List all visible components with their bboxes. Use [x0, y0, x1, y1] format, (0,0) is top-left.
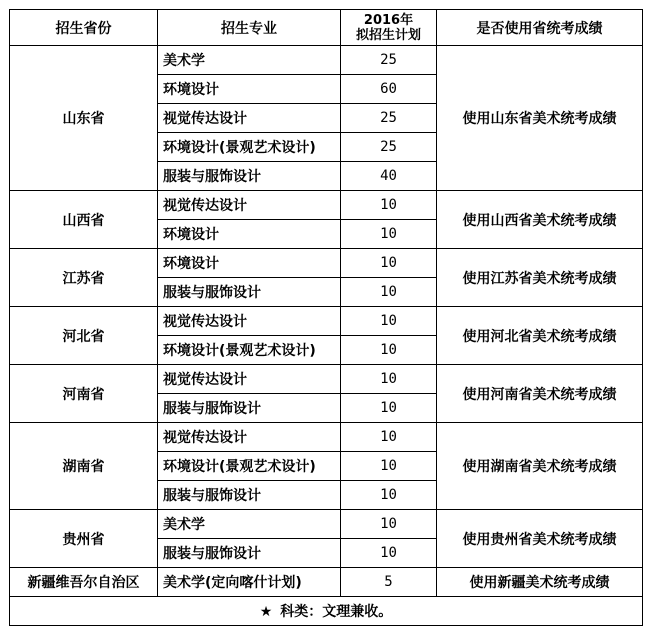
- province-cell: 江苏省: [10, 249, 158, 307]
- footer-row: [10, 597, 643, 626]
- table-row: [10, 191, 643, 220]
- major-cell: 服装与服饰设计: [158, 394, 341, 423]
- footer-text: 科类：文理兼收。: [280, 604, 393, 620]
- score-policy-cell: 使用河北省美术统考成绩: [437, 307, 643, 365]
- score-policy-cell: 使用新疆美术统考成绩: [437, 568, 643, 597]
- score-policy-cell: 使用贵州省美术统考成绩: [437, 510, 643, 568]
- plan-count-cell: 10: [341, 220, 437, 249]
- plan-count-cell: 10: [341, 336, 437, 365]
- table-row: [10, 568, 643, 597]
- major-cell: 视觉传达设计: [158, 307, 341, 336]
- province-cell: 山西省: [10, 191, 158, 249]
- plan-count-cell: 25: [341, 104, 437, 133]
- major-cell: 美术学: [158, 510, 341, 539]
- plan-count-cell: 25: [341, 133, 437, 162]
- header-province: 招生省份: [10, 10, 158, 46]
- major-cell: 美术学(定向喀什计划): [158, 568, 341, 597]
- major-cell: 环境设计(景观艺术设计): [158, 452, 341, 481]
- plan-count-cell: 25: [341, 46, 437, 75]
- header-major: 招生专业: [158, 10, 341, 46]
- major-cell: 环境设计: [158, 249, 341, 278]
- plan-count-cell: 10: [341, 510, 437, 539]
- score-policy-cell: 使用湖南省美术统考成绩: [437, 423, 643, 510]
- star-icon: ★: [259, 604, 273, 620]
- table-row: [10, 307, 643, 336]
- province-cell: 贵州省: [10, 510, 158, 568]
- header-row: [10, 10, 643, 46]
- score-policy-cell: 使用河南省美术统考成绩: [437, 365, 643, 423]
- table-row: [10, 249, 643, 278]
- province-cell: 山东省: [10, 46, 158, 191]
- plan-count-cell: 10: [341, 452, 437, 481]
- major-cell: 视觉传达设计: [158, 423, 341, 452]
- major-cell: 服装与服饰设计: [158, 162, 341, 191]
- plan-count-cell: 10: [341, 539, 437, 568]
- plan-count-cell: 10: [341, 278, 437, 307]
- plan-count-cell: 5: [341, 568, 437, 597]
- province-cell: 河南省: [10, 365, 158, 423]
- plan-count-cell: 10: [341, 423, 437, 452]
- score-policy-cell: 使用山西省美术统考成绩: [437, 191, 643, 249]
- plan-count-cell: 40: [341, 162, 437, 191]
- header-score: 是否使用省统考成绩: [437, 10, 643, 46]
- table-row: [10, 365, 643, 394]
- plan-count-cell: 10: [341, 481, 437, 510]
- major-cell: 服装与服饰设计: [158, 278, 341, 307]
- province-cell: 新疆维吾尔自治区: [10, 568, 158, 597]
- major-cell: 环境设计(景观艺术设计): [158, 133, 341, 162]
- table-row: [10, 46, 643, 75]
- province-cell: 湖南省: [10, 423, 158, 510]
- major-cell: 环境设计: [158, 75, 341, 104]
- score-policy-cell: 使用江苏省美术统考成绩: [437, 249, 643, 307]
- major-cell: 美术学: [158, 46, 341, 75]
- table-row: [10, 510, 643, 539]
- table-body: [10, 46, 643, 597]
- plan-count-cell: 10: [341, 249, 437, 278]
- header-plan-year: 2016年: [363, 12, 414, 28]
- major-cell: 服装与服饰设计: [158, 539, 341, 568]
- header-plan: [341, 10, 437, 46]
- plan-count-cell: 10: [341, 191, 437, 220]
- score-policy-cell: 使用山东省美术统考成绩: [437, 46, 643, 191]
- plan-count-cell: 60: [341, 75, 437, 104]
- province-cell: 河北省: [10, 307, 158, 365]
- major-cell: 视觉传达设计: [158, 191, 341, 220]
- major-cell: 视觉传达设计: [158, 365, 341, 394]
- plan-count-cell: 10: [341, 307, 437, 336]
- major-cell: 服装与服饰设计: [158, 481, 341, 510]
- footer-note: [10, 597, 643, 626]
- header-plan-label: 拟招生计划: [355, 27, 421, 43]
- major-cell: 环境设计(景观艺术设计): [158, 336, 341, 365]
- table-row: [10, 423, 643, 452]
- plan-count-cell: 10: [341, 394, 437, 423]
- major-cell: 视觉传达设计: [158, 104, 341, 133]
- plan-count-cell: 10: [341, 365, 437, 394]
- major-cell: 环境设计: [158, 220, 341, 249]
- enrollment-plan-table: [9, 9, 643, 626]
